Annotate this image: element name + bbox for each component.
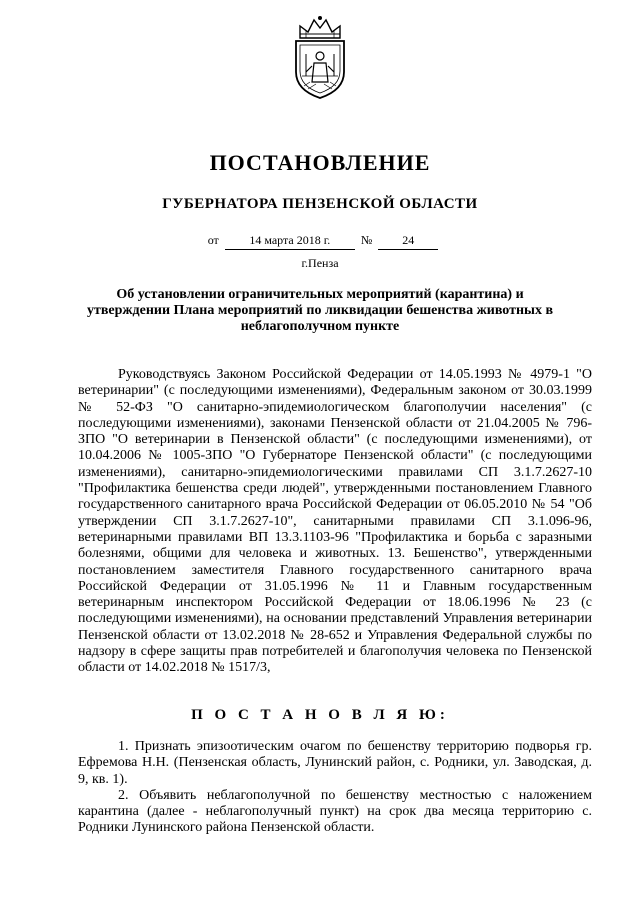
issuer-heading: ГУБЕРНАТОРА ПЕНЗЕНСКОЙ ОБЛАСТИ (162, 196, 478, 212)
date-prefix: от (207, 233, 219, 247)
number-label: № (360, 233, 373, 247)
document-type-heading: ПОСТАНОВЛЕНИЕ (209, 150, 431, 175)
preamble-paragraph: Руководствуясь Законом Российской Федерации от 14.05.1993 № 4979-1 "О ветеринарии" (с последующими изменениями), Федеральным законом от 30.03.1999 № 52-ФЗ "О санитарно-эпидемиологическом благополучии населения" (с последующими изменениями), законами Пензенской области от 21.04.2005 № 796-ЗПО "О ветеринарии в Пензенской области" (с последующими изменениями), от 10.04.2006 № 1005-ЗПО "О Губернаторе Пензенской области" (с последующими изменениями), санитарно-эпидемиологическими правилами СП 3.1.7.2627-10 "Профилактика бешенства среди людей", утвержденными постановлением Главного государственного санитарного врача Российской Федерации от 06.05.2010 № 54 "Об утверждении СП 3.1.7.2627-10", санитарными правилами СП 3.1.096-96, ветеринарными правилами ВП 13.3.1103-96 "Профилактика и борьба с заразными болезнями, общими для человека и животных. 13. Бешенство", утвержденными постановлением заместителя Главного государственного санитарного врача Российской Федерации от 31.05.1996 № 11 и Главным государственным ветеринарным инспектором Российской Федерации от 18.06.1996 № 23 (с последующими изменениями), на основании представлений Управления ветеринарии Пензенской области от 13.02.2018 № 28-652 и Управления Федеральной службы по надзору в сфере защиты прав потребителей и благополучия человека по Пензенской области от 14.02.2018 № 1517/3, (78, 367, 592, 676)
date-number-line (0, 233, 640, 250)
decree-item: 1. Признать эпизоотическим очагом по бешенству территорию подворья гр. Ефремова Н.Н. (Пензенская область, Лунинский район, с. Родники, ул. Заводская, д. 9, кв. 1). (78, 739, 592, 787)
document-number: 24 (378, 233, 438, 250)
decree-word: П О С Т А Н О В Л Я Ю: (191, 707, 449, 723)
coat-of-arms-emblem (286, 14, 354, 100)
preamble-block (78, 367, 592, 677)
decree-items (78, 739, 592, 837)
decree-item: 2. Объявить неблагополучной по бешенству местностью с наложением карантина (далее - неблагополучный пункт) на срок два месяца территорию с. Родники Лунинского района Пензенской области. (78, 787, 592, 836)
document-date: 14 марта 2018 г. (225, 233, 355, 250)
city-label: г.Пенза (301, 256, 339, 270)
document-title: Об установлении ограничительных мероприятий (карантина) и утверждении Плана мероприятий по ликвидации бешенства животных в неблагополучном пункте (86, 287, 554, 334)
